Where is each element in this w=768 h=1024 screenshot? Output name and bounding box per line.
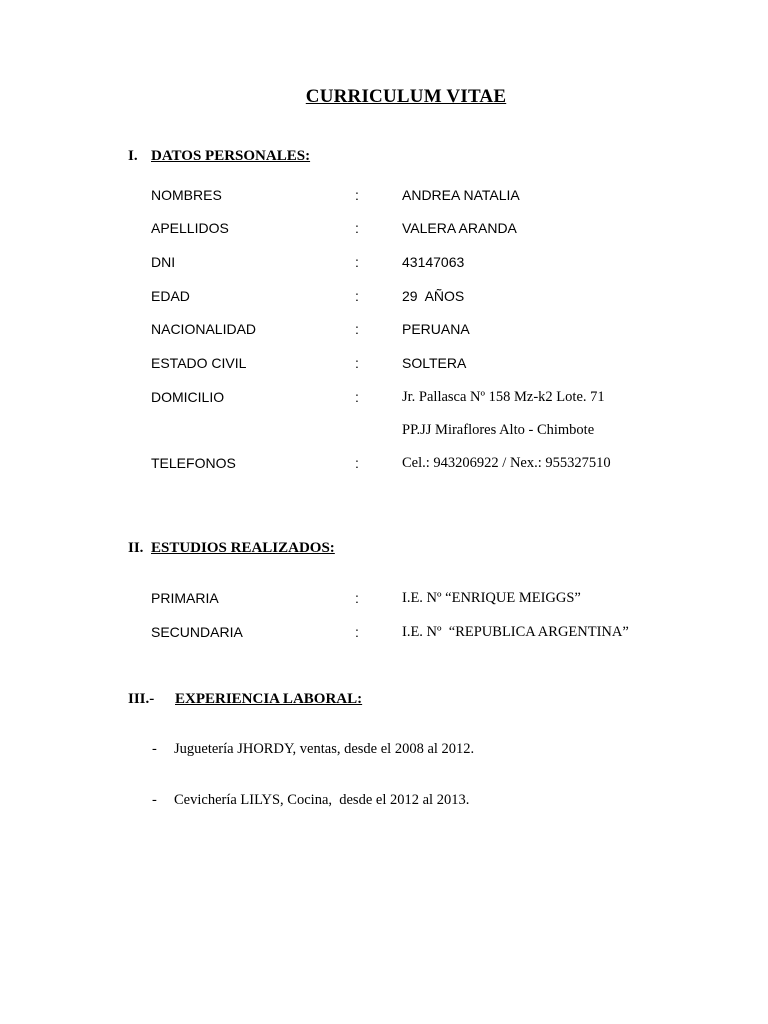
- field-separator: :: [355, 455, 359, 471]
- field-value: VALERA ARANDA: [402, 220, 517, 236]
- field-separator: :: [355, 187, 359, 203]
- field-label: NOMBRES: [151, 187, 222, 203]
- field-value: PP.JJ Miraflores Alto - Chimbote: [402, 422, 595, 438]
- field-separator: :: [355, 321, 359, 337]
- field-label: NACIONALIDAD: [151, 321, 257, 337]
- section-studies-heading: [128, 540, 448, 560]
- field-value: PERUANA: [402, 321, 470, 337]
- personal-row-estado-civil: [0, 355, 768, 375]
- field-value: I.E. Nº “ENRIQUE MEIGGS”: [402, 590, 581, 606]
- experience-item: [0, 741, 768, 761]
- personal-row-domicilio-continued: [0, 422, 768, 442]
- personal-row-nombres: [0, 187, 768, 207]
- field-value: 43147063: [402, 254, 465, 270]
- bullet-dash: -: [152, 792, 157, 808]
- section-personal-heading: [128, 148, 428, 168]
- field-value: I.E. Nº “REPUBLICA ARGENTINA”: [402, 624, 629, 640]
- section-experience-heading: [128, 691, 448, 711]
- field-label: DNI: [151, 254, 176, 270]
- field-label: ESTADO CIVIL: [151, 355, 247, 371]
- field-separator: :: [355, 389, 359, 405]
- document-title: CURRICULUM VITAE: [305, 86, 507, 107]
- personal-row-dni: [0, 254, 768, 274]
- field-value: Cel.: 943206922 / Nex.: 955327510: [402, 455, 611, 471]
- experience-text: Juguetería JHORDY, ventas, desde el 2008 al 2012.: [174, 741, 475, 757]
- field-separator: :: [355, 590, 359, 606]
- studies-row-secundaria: [0, 624, 768, 644]
- personal-row-apellidos: [0, 220, 768, 240]
- field-label: APELLIDOS: [151, 220, 229, 236]
- field-value: ANDREA NATALIA: [402, 187, 520, 203]
- field-label: PRIMARIA: [151, 590, 219, 606]
- field-value: SOLTERA: [402, 355, 467, 371]
- field-separator: :: [355, 288, 359, 304]
- field-label: SECUNDARIA: [151, 624, 243, 640]
- section-title: ESTUDIOS REALIZADOS:: [151, 540, 335, 556]
- section-title: EXPERIENCIA LABORAL:: [175, 691, 363, 707]
- studies-row-primaria: [0, 590, 768, 610]
- experience-item: [0, 792, 768, 812]
- field-label: DOMICILIO: [151, 389, 225, 405]
- field-separator: :: [355, 624, 359, 640]
- field-separator: :: [355, 220, 359, 236]
- personal-row-domicilio: [0, 389, 768, 409]
- personal-row-nacionalidad: [0, 321, 768, 341]
- personal-row-telefonos: [0, 455, 768, 475]
- field-value: Jr. Pallasca Nº 158 Mz-k2 Lote. 71: [402, 389, 605, 405]
- section-title: DATOS PERSONALES:: [151, 148, 311, 164]
- field-label: EDAD: [151, 288, 190, 304]
- personal-row-edad: [0, 288, 768, 308]
- section-number: II.: [128, 540, 144, 556]
- field-separator: :: [355, 254, 359, 270]
- experience-text: Cevichería LILYS, Cocina, desde el 2012 al 2013.: [174, 792, 470, 808]
- bullet-dash: -: [152, 741, 157, 757]
- field-value: 29 AÑOS: [402, 288, 465, 304]
- section-number: III.-: [128, 691, 155, 707]
- field-label: TELEFONOS: [151, 455, 236, 471]
- section-number: I.: [128, 148, 138, 164]
- field-separator: :: [355, 355, 359, 371]
